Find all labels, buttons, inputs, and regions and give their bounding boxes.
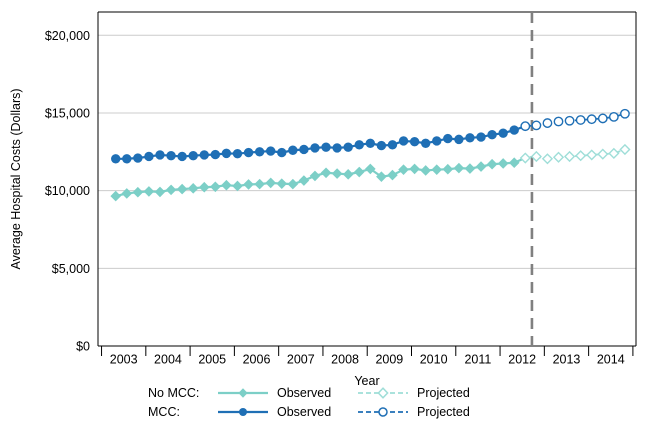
legend-row-mcc xyxy=(148,402,568,421)
legend-swatch-mcc-projected xyxy=(356,405,410,419)
marker-mcc_observed-22 xyxy=(355,141,363,149)
marker-mcc_observed-12 xyxy=(244,148,252,156)
marker-mcc_observed-1 xyxy=(123,155,131,163)
marker-mcc_observed-25 xyxy=(388,141,396,149)
y-tick-label-1: $5,000 xyxy=(51,261,90,276)
legend-category-no-mcc: No MCC: xyxy=(148,385,200,400)
marker-nomcc_projected-8 xyxy=(609,149,618,158)
legend-label-nomcc-observed: Observed xyxy=(277,385,332,400)
marker-mcc_observed-31 xyxy=(455,135,463,143)
x-tick-label-5: 2008 xyxy=(331,352,359,367)
marker-nomcc_observed-33 xyxy=(476,162,485,171)
x-axis-title: Year xyxy=(354,374,380,388)
legend-category-mcc: MCC: xyxy=(148,404,180,419)
legend-label-nomcc-projected: Projected xyxy=(417,385,470,400)
marker-nomcc_observed-16 xyxy=(288,180,297,189)
marker-nomcc_observed-32 xyxy=(465,164,474,173)
y-tick-label-3: $15,000 xyxy=(44,106,90,121)
y-tick-label-4: $20,000 xyxy=(44,28,90,43)
legend-swatch-nomcc-observed xyxy=(216,386,270,400)
marker-mcc_observed-14 xyxy=(266,147,274,155)
marker-mcc_projected-0 xyxy=(521,122,529,130)
x-tick-label-0: 2003 xyxy=(109,352,138,367)
marker-nomcc_observed-35 xyxy=(499,159,508,168)
x-tick-label-4: 2007 xyxy=(286,352,315,367)
legend-swatch-nomcc-projected xyxy=(356,386,410,400)
line-mcc_observed xyxy=(116,126,526,159)
marker-mcc_observed-36 xyxy=(510,126,518,134)
marker-mcc_projected-1 xyxy=(532,121,540,129)
marker-mcc_observed-20 xyxy=(333,144,341,152)
marker-nomcc_observed-28 xyxy=(421,166,430,175)
marker-nomcc_observed-11 xyxy=(233,181,242,190)
marker-mcc_observed-11 xyxy=(233,149,241,157)
series-nomcc_projected xyxy=(521,145,630,164)
marker-mcc_observed-33 xyxy=(477,133,485,141)
marker-nomcc_observed-12 xyxy=(244,180,253,189)
x-tick-label-11: 2014 xyxy=(596,352,625,367)
marker-mcc_observed-35 xyxy=(499,129,507,137)
marker-nomcc_projected-0 xyxy=(521,153,530,162)
marker-nomcc_observed-10 xyxy=(222,181,231,190)
marker-nomcc_observed-26 xyxy=(399,165,408,174)
legend-label-mcc-projected: Projected xyxy=(417,404,470,419)
marker-mcc_projected-5 xyxy=(576,116,584,124)
marker-mcc_observed-19 xyxy=(322,143,330,151)
marker-nomcc_observed-30 xyxy=(443,165,452,174)
y-axis-title: Average Hospital Costs (Dollars) xyxy=(9,88,23,270)
marker-nomcc_observed-20 xyxy=(333,169,342,178)
marker-nomcc_observed-21 xyxy=(344,170,353,179)
legend-entry-nomcc-observed xyxy=(216,386,356,400)
marker-mcc_projected-7 xyxy=(599,114,607,122)
marker-mcc_observed-26 xyxy=(399,137,407,145)
marker-mcc_observed-2 xyxy=(134,154,142,162)
chart-legend xyxy=(148,383,568,421)
marker-mcc_projected-2 xyxy=(543,119,551,127)
marker-mcc_projected-4 xyxy=(565,117,573,125)
marker-mcc_observed-5 xyxy=(167,151,175,159)
marker-mcc_observed-8 xyxy=(200,151,208,159)
marker-nomcc_observed-7 xyxy=(189,184,198,193)
marker-nomcc_observed-36 xyxy=(510,158,519,167)
marker-mcc_observed-23 xyxy=(366,139,374,147)
marker-nomcc_observed-25 xyxy=(388,171,397,180)
marker-mcc_observed-7 xyxy=(189,151,197,159)
marker-nomcc_projected-4 xyxy=(565,152,574,161)
marker-nomcc_observed-34 xyxy=(487,160,496,169)
x-tick-label-6: 2009 xyxy=(375,352,404,367)
legend-row-no-mcc xyxy=(148,383,568,402)
marker-mcc_observed-15 xyxy=(278,148,286,156)
marker-mcc_observed-16 xyxy=(289,146,297,154)
marker-nomcc_observed-29 xyxy=(432,165,441,174)
marker-mcc_observed-28 xyxy=(421,139,429,147)
marker-mcc_projected-8 xyxy=(610,113,618,121)
marker-mcc_observed-9 xyxy=(211,150,219,158)
y-tick-label-2: $10,000 xyxy=(44,184,90,199)
marker-nomcc_observed-15 xyxy=(277,179,286,188)
marker-nomcc_observed-5 xyxy=(166,185,175,194)
marker-nomcc_projected-9 xyxy=(620,145,629,154)
x-tick-label-1: 2004 xyxy=(154,352,182,367)
marker-mcc_projected-6 xyxy=(588,115,596,123)
marker-mcc_observed-21 xyxy=(344,143,352,151)
marker-nomcc_projected-5 xyxy=(576,151,585,160)
legend-label-mcc-observed: Observed xyxy=(277,404,332,419)
marker-nomcc_projected-3 xyxy=(554,153,563,162)
series-nomcc_observed xyxy=(111,153,530,200)
y-tick-label-0: $0 xyxy=(76,339,90,354)
marker-nomcc_observed-13 xyxy=(255,180,264,189)
marker-mcc_observed-17 xyxy=(300,145,308,153)
marker-mcc_observed-18 xyxy=(311,144,319,152)
marker-mcc_projected-9 xyxy=(621,110,629,118)
legend-entry-mcc-projected xyxy=(356,405,496,419)
marker-nomcc_projected-6 xyxy=(587,150,596,159)
marker-mcc_observed-34 xyxy=(488,131,496,139)
legend-swatch-mcc-observed xyxy=(216,405,270,419)
marker-mcc_projected-3 xyxy=(554,117,562,125)
marker-mcc_observed-10 xyxy=(222,149,230,157)
marker-nomcc_observed-9 xyxy=(211,182,220,191)
marker-nomcc_observed-4 xyxy=(155,187,164,196)
marker-nomcc_observed-14 xyxy=(266,178,275,187)
marker-nomcc_observed-22 xyxy=(355,167,364,176)
x-tick-label-8: 2011 xyxy=(464,352,492,367)
legend-entry-nomcc-projected xyxy=(356,386,496,400)
x-tick-label-7: 2010 xyxy=(419,352,448,367)
marker-nomcc_observed-3 xyxy=(144,187,153,196)
marker-mcc_observed-29 xyxy=(433,137,441,145)
marker-nomcc_projected-2 xyxy=(543,154,552,163)
marker-mcc_observed-13 xyxy=(255,148,263,156)
x-tick-label-10: 2013 xyxy=(552,352,581,367)
marker-mcc_observed-30 xyxy=(444,134,452,142)
x-tick-label-2: 2005 xyxy=(198,352,227,367)
marker-mcc_observed-0 xyxy=(112,155,120,163)
marker-mcc_observed-3 xyxy=(145,152,153,160)
x-tick-label-3: 2006 xyxy=(242,352,271,367)
series-mcc_observed xyxy=(112,122,530,163)
marker-nomcc_observed-0 xyxy=(111,191,120,200)
marker-mcc_observed-27 xyxy=(410,138,418,146)
marker-nomcc_observed-17 xyxy=(299,176,308,185)
marker-mcc_observed-6 xyxy=(178,152,186,160)
marker-nomcc_observed-2 xyxy=(133,188,142,197)
marker-mcc_observed-4 xyxy=(156,151,164,159)
marker-nomcc_observed-31 xyxy=(454,164,463,173)
marker-nomcc_observed-19 xyxy=(321,168,330,177)
marker-mcc_observed-24 xyxy=(377,141,385,149)
marker-mcc_observed-32 xyxy=(466,134,474,142)
x-tick-label-9: 2012 xyxy=(508,352,537,367)
legend-entry-mcc-observed xyxy=(216,405,356,419)
marker-nomcc_observed-18 xyxy=(310,171,319,180)
marker-nomcc_observed-27 xyxy=(410,164,419,173)
marker-nomcc_projected-7 xyxy=(598,150,607,159)
marker-nomcc_observed-6 xyxy=(178,184,187,193)
